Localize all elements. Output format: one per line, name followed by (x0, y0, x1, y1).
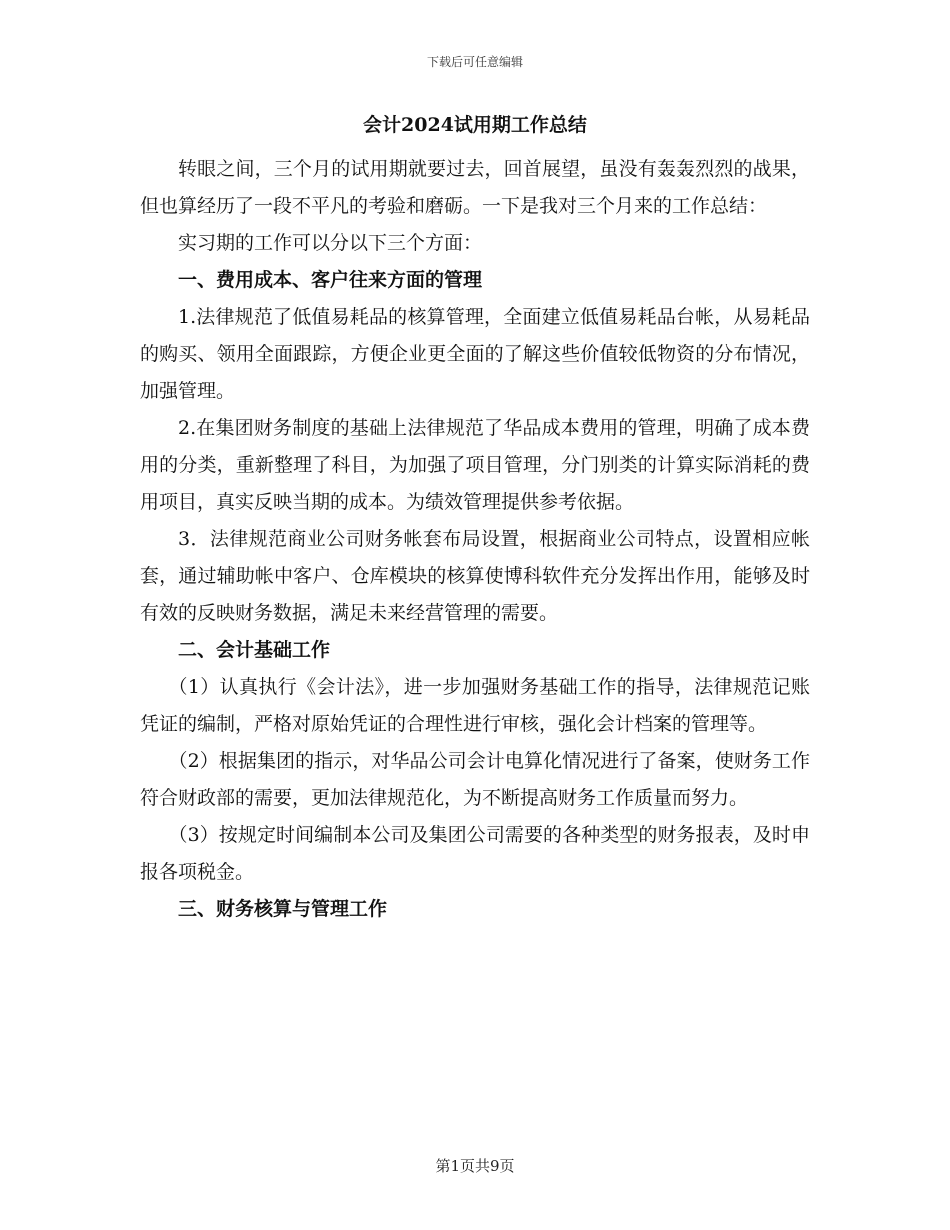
section-heading-2: 二、会计基础工作 (178, 639, 331, 661)
page-header: 下载后可任意编辑 (426, 55, 523, 69)
section-1-item-3: 3．法律规范商业公司财务帐套布局设置，根据商业公司特点，设置相应帐套，通过辅助帐中客户、仓库模块的核算使博科软件充分发挥出作用，能够及时有效的反映财务数据，满足未来经营管理的需要。 (140, 528, 810, 624)
section-1-item-1: 1.法律规范了低值易耗品的核算管理，全面建立低值易耗品台帐，从易耗品的购买、领用全面跟踪，方便企业更全面的了解这些价值较低物资的分布情况，加强管理。 (140, 306, 810, 402)
page-footer: 第1页共9页 (435, 1157, 515, 1175)
section-2-item-2: （2）根据集团的指示，对华品公司会计电算化情况进行了备案，使财务工作符合财政部的需要，更加法律规范化，为不断提高财务工作质量而努力。 (140, 750, 810, 809)
intro-paragraph: 转眼之间，三个月的试用期就要过去，回首展望，虽没有轰轰烈烈的战果，但也算经历了一段不平凡的考验和磨砺。一下是我对三个月来的工作总结： (140, 158, 810, 217)
section-2-item-1: （1）认真执行《会计法》，进一步加强财务基础工作的指导，法律规范记账凭证的编制，严格对原始凭证的合理性进行审核，强化会计档案的管理等。 (140, 676, 810, 735)
overview-paragraph: 实习期的工作可以分以下三个方面： (178, 232, 483, 254)
document-title: 会计2024试用期工作总结 (363, 114, 587, 136)
section-heading-1: 一、费用成本、客户往来方面的管理 (178, 269, 483, 291)
document-body (140, 111, 810, 928)
section-heading-3: 三、财务核算与管理工作 (178, 898, 388, 920)
section-1-item-2: 2.在集团财务制度的基础上法律规范了华品成本费用的管理，明确了成本费用的分类，重新整理了科目，为加强了项目管理，分门别类的计算实际消耗的费用项目，真实反映当期的成本。为绩效管理提供参考依据。 (140, 417, 810, 513)
section-2-item-3: （3）按规定时间编制本公司及集团公司需要的各种类型的财务报表，及时申报各项税金。 (140, 824, 810, 883)
